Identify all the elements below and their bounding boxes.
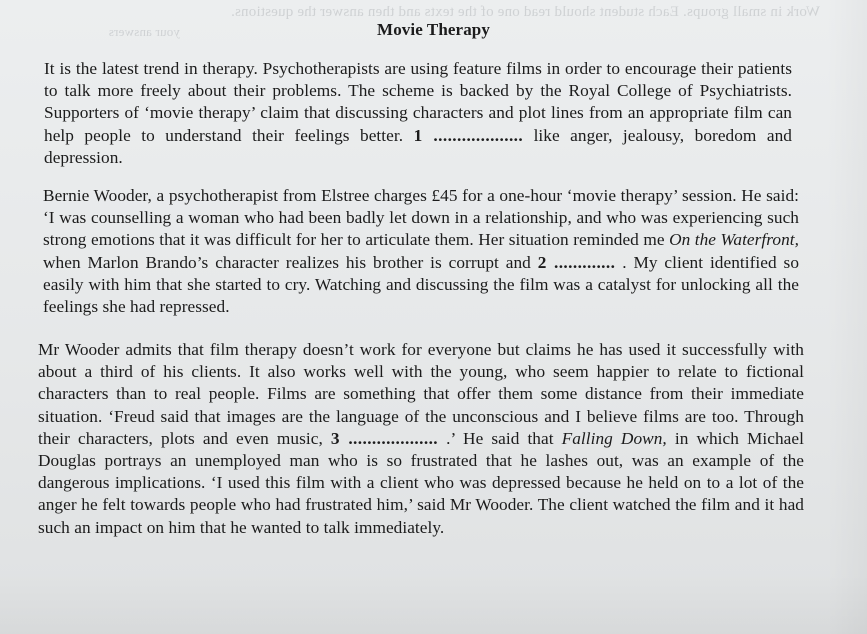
paragraph-3-text-b: .’ He said that [438, 428, 562, 448]
paragraph-2 [43, 185, 799, 318]
page-shadow [827, 0, 867, 634]
paragraph-3-text-c: in which Michael Douglas portrays an unemployed man who is so frustrated that he lashes out, was an example of the dangerous implications. ‘I used this film with a client who was depressed because he held on to a lot of the anger he felt towards people who had frustrated him,’ said Mr Wooder. The client watched the film and it had such an impact on him that he wanted to talk immediately. [38, 428, 804, 537]
gap-3: 3 ................... [330, 428, 439, 448]
film-title-falling-down: Falling Down, [561, 428, 667, 448]
paragraph-2-text-c: . My client identified so easily with him that she started to cry. Watching and discussing the film was a catalyst for unlocking all the feelings she had repressed. [43, 252, 800, 317]
paragraph-3-text-a: Mr Wooder admits that film therapy doesn’t work for everyone but claims he has used it successfully with about a third of his clients. It also works well with the young, who seem happier to relate to fictional characters than to real people. Films are something that offer them some distance from their immediate situation. ‘Freud said that images are the language of the unconscious and I believe films are too. Through their characters, plots and even music, [38, 340, 804, 448]
bleed-through-line-2: your answers [108, 24, 180, 39]
bleed-through-line-1: Work in small groups. Each student should read one of the texts and then answer the questions. [230, 4, 820, 20]
page-title: Movie Therapy [377, 20, 490, 39]
paragraph-3 [38, 339, 804, 539]
paragraph-1-text-b: like anger, jealousy, boredom and depression. [44, 125, 792, 167]
paragraph-1-text-a: It is the latest trend in therapy. Psychotherapists are using feature films in order to encourage their patients to talk more freely about their problems. The scheme is backed by the Royal College of Psychiatrists. Supporters of ‘movie therapy’ claim that discussing characters and plot lines from an appropriate film can help people to understand their feelings better. [44, 59, 792, 145]
paragraph-1 [44, 58, 792, 169]
bottom-shade [0, 574, 867, 634]
film-title-waterfront: On the Waterfront, [669, 230, 799, 250]
gap-1: 1 ................... [413, 125, 524, 145]
gap-2: 2 ............. [537, 252, 616, 272]
paragraph-2-text-b: when Marlon Brando’s character realizes his brother is corrupt and [43, 252, 538, 272]
paragraph-2-text-a: Bernie Wooder, a psychotherapist from Elstree charges £45 for a one-hour ‘movie therapy’ session. He said: ‘I was counselling a woman who had been badly let down in a relationship, and who was experiencing such strong emotions that it was difficult for her to articulate them. Her situation reminded me [43, 186, 799, 250]
